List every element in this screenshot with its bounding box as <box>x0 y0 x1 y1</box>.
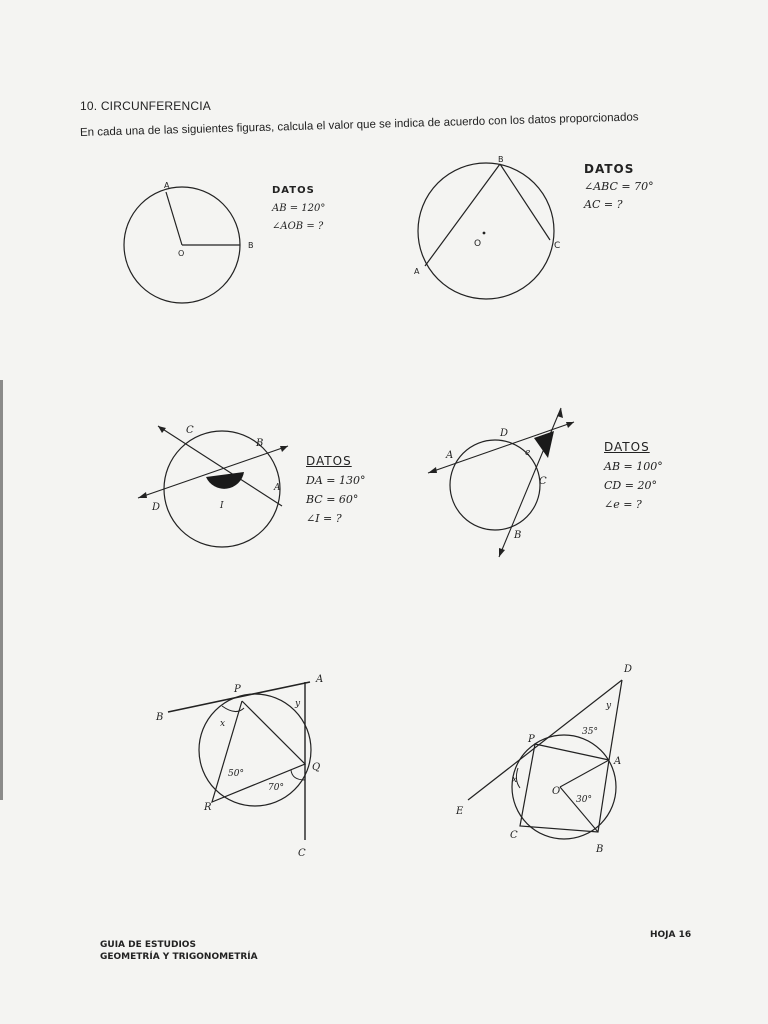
label-point-c: C <box>539 476 547 487</box>
datos-heading: DATOS <box>306 454 352 468</box>
label-point-b: B <box>498 155 504 164</box>
label-center-o: O <box>552 786 561 797</box>
datos-line: ∠I = ? <box>306 512 342 525</box>
label-angle-50: 50° <box>228 769 244 779</box>
scan-edge-shadow <box>0 380 3 800</box>
datos-heading: DATOS <box>272 185 315 196</box>
footer-line-1: GUIA DE ESTUDIOS <box>100 940 196 950</box>
label-angle-x: x <box>220 719 226 729</box>
label-point-d: D <box>624 664 633 675</box>
label-point-p: P <box>234 684 241 695</box>
label-point-a: A <box>316 674 324 685</box>
label-point-c: C <box>510 830 518 841</box>
label-point-c: C <box>186 425 194 436</box>
datos-heading: DATOS <box>584 162 635 176</box>
figure-1-datos <box>272 182 325 236</box>
page-number: HOJA 16 <box>650 930 692 940</box>
datos-line: DA = 130° <box>306 474 366 487</box>
instructions-text: En cada una de las siguientes figuras, calcula el valor que se indica de acuerdo con los datos proporcionados <box>79 111 639 139</box>
datos-line: AB = 100° <box>604 460 663 473</box>
label-angle-x: x <box>512 775 518 785</box>
label-angle-30: 30° <box>576 795 592 805</box>
footer-line-2: GEOMETRÍA Y TRIGONOMETRÍA <box>100 952 258 962</box>
figure-3-diagram <box>130 420 295 555</box>
label-point-r: R <box>204 802 212 813</box>
datos-line: AC = ? <box>584 198 623 211</box>
figure-4-datos <box>604 438 663 514</box>
label-angle-70: 70° <box>268 783 284 793</box>
label-point-b: B <box>156 712 164 723</box>
label-point-q: Q <box>312 762 321 773</box>
datos-line: ∠AOB = ? <box>272 221 324 232</box>
label-point-e: E <box>456 806 464 817</box>
figure-6-diagram <box>448 660 648 860</box>
label-point-d: D <box>152 502 161 513</box>
label-point-b: B <box>256 438 264 449</box>
label-point-a: A <box>414 267 420 276</box>
footer-title <box>100 939 258 963</box>
label-point-p: P <box>528 734 535 745</box>
figure-5-diagram <box>150 668 340 868</box>
datos-line: AB = 120° <box>272 203 326 214</box>
label-angle-e: e <box>525 448 531 458</box>
label-point-b: B <box>248 241 254 250</box>
label-point-d: D <box>500 428 509 439</box>
label-angle-y: y <box>606 701 612 711</box>
datos-line: BC = 60° <box>306 493 359 506</box>
label-angle-35: 35° <box>582 727 598 737</box>
datos-line: ∠ABC = 70° <box>584 180 654 193</box>
label-point-a: A <box>164 181 170 190</box>
label-angle-y: y <box>295 699 301 709</box>
label-angle-i: I <box>220 501 224 511</box>
figure-2-diagram <box>410 155 570 308</box>
label-center-o: O <box>474 239 482 249</box>
figure-4-diagram <box>420 400 585 565</box>
label-point-c: C <box>298 848 306 859</box>
label-point-a: A <box>274 483 281 493</box>
figure-3-datos <box>306 452 365 528</box>
label-point-b: B <box>596 844 604 855</box>
section-title: 10. CIRCUNFERENCIA <box>80 99 211 113</box>
label-point-c: C <box>554 241 561 251</box>
label-point-b: B <box>514 530 522 541</box>
label-point-a: A <box>446 450 454 461</box>
datos-line: CD = 20° <box>604 479 657 492</box>
datos-line: ∠e = ? <box>604 498 642 511</box>
label-point-a: A <box>614 756 622 767</box>
figure-2-datos <box>584 160 654 214</box>
label-center-o: O <box>178 249 185 258</box>
datos-heading: DATOS <box>604 440 650 454</box>
figure-1-diagram <box>120 180 270 315</box>
